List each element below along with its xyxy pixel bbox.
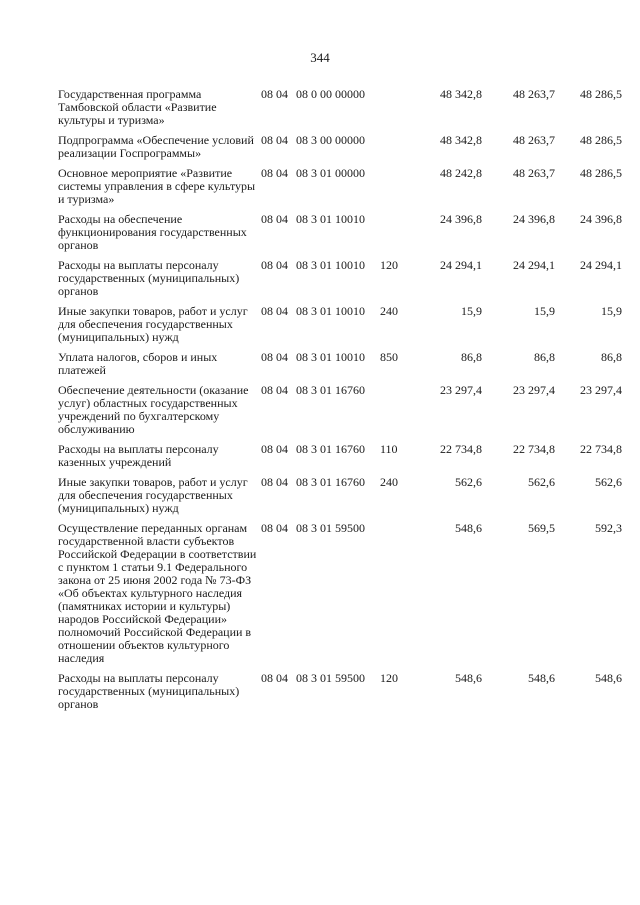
row-rz: 08 04 — [261, 521, 288, 535]
row-value-2: 48 263,7 — [513, 166, 555, 180]
row-csr: 08 3 01 16760 — [296, 475, 365, 489]
row-rz: 08 04 — [261, 166, 288, 180]
row-value-2: 48 263,7 — [513, 133, 555, 147]
row-value-1: 22 734,8 — [440, 442, 482, 456]
row-csr: 08 3 01 16760 — [296, 442, 365, 456]
row-rz: 08 04 — [261, 350, 288, 364]
row-name: Государственная программа Тамбовской области «Развитие культуры и туризма» — [58, 87, 217, 127]
table-row — [0, 134, 640, 160]
row-value-3: 592,3 — [595, 521, 622, 535]
row-value-1: 48 342,8 — [440, 87, 482, 101]
row-value-3: 24 396,8 — [580, 212, 622, 226]
table-row — [0, 167, 640, 206]
row-name: Обеспечение деятельности (оказание услуг) областных государственных учреждений по бухгалтерскому обслуживанию — [58, 383, 249, 436]
row-value-3: 48 286,5 — [580, 133, 622, 147]
row-value-2: 15,9 — [534, 304, 555, 318]
row-value-2: 24 396,8 — [513, 212, 555, 226]
row-value-3: 22 734,8 — [580, 442, 622, 456]
row-rz: 08 04 — [261, 87, 288, 101]
budget-table — [0, 88, 640, 711]
row-csr: 08 3 01 10010 — [296, 258, 365, 272]
table-row — [0, 213, 640, 252]
row-value-1: 548,6 — [455, 521, 482, 535]
row-value-3: 23 297,4 — [580, 383, 622, 397]
row-name: Расходы на выплаты персоналу государственных (муниципальных) органов — [58, 671, 240, 711]
row-csr: 08 3 01 00000 — [296, 166, 365, 180]
row-csr: 08 3 00 00000 — [296, 133, 365, 147]
row-value-2: 548,6 — [528, 671, 555, 685]
row-rz: 08 04 — [261, 212, 288, 226]
row-name: Расходы на выплаты персоналу государственных (муниципальных) органов — [58, 258, 240, 298]
row-value-3: 15,9 — [601, 304, 622, 318]
row-value-3: 548,6 — [595, 671, 622, 685]
row-vr: 110 — [380, 442, 398, 456]
row-vr: 120 — [380, 671, 398, 685]
row-vr: 240 — [380, 475, 398, 489]
table-row — [0, 443, 640, 469]
row-value-3: 48 286,5 — [580, 87, 622, 101]
row-csr: 08 3 01 10010 — [296, 212, 365, 226]
row-csr: 08 3 01 59500 — [296, 521, 365, 535]
row-vr: 120 — [380, 258, 398, 272]
row-value-3: 86,8 — [601, 350, 622, 364]
row-value-3: 562,6 — [595, 475, 622, 489]
table-row — [0, 305, 640, 344]
row-name: Осуществление переданных органам государственной власти субъектов Российской Федерации в соответствии с пунктом 1 статьи 9.1 Федерального закона от 25 июня 2002 года № 73-ФЗ «Об объектах культурного наследия (памятниках истории и культуры) народов Российской Федерации» полномочий Российской Федерации в отношении объектов культурного наследия — [58, 521, 257, 665]
table-row — [0, 259, 640, 298]
table-row — [0, 476, 640, 515]
row-value-1: 15,9 — [461, 304, 482, 318]
table-row — [0, 522, 640, 665]
row-name: Основное мероприятие «Развитие системы управления в сфере культуры и туризма» — [58, 166, 256, 206]
row-vr: 850 — [380, 350, 398, 364]
row-name: Расходы на обеспечение функционирования государственных органов — [58, 212, 247, 252]
row-value-1: 24 396,8 — [440, 212, 482, 226]
row-value-1: 548,6 — [455, 671, 482, 685]
row-value-2: 48 263,7 — [513, 87, 555, 101]
row-rz: 08 04 — [261, 442, 288, 456]
row-name: Подпрограмма «Обеспечение условий реализации Госпрограммы» — [58, 133, 254, 160]
row-name: Иные закупки товаров, работ и услуг для обеспечения государственных (муниципальных) нужд — [58, 475, 248, 515]
table-row — [0, 672, 640, 711]
row-rz: 08 04 — [261, 475, 288, 489]
row-value-1: 23 297,4 — [440, 383, 482, 397]
row-value-3: 24 294,1 — [580, 258, 622, 272]
row-value-2: 86,8 — [534, 350, 555, 364]
row-csr: 08 3 01 59500 — [296, 671, 365, 685]
table-row — [0, 351, 640, 377]
table-row — [0, 384, 640, 436]
row-csr: 08 3 01 10010 — [296, 304, 365, 318]
row-value-1: 562,6 — [455, 475, 482, 489]
row-rz: 08 04 — [261, 258, 288, 272]
row-value-3: 48 286,5 — [580, 166, 622, 180]
row-name: Иные закупки товаров, работ и услуг для обеспечения государственных (муниципальных) нужд — [58, 304, 248, 344]
row-csr: 08 0 00 00000 — [296, 87, 365, 101]
row-vr: 240 — [380, 304, 398, 318]
row-rz: 08 04 — [261, 304, 288, 318]
row-value-1: 48 242,8 — [440, 166, 482, 180]
row-value-2: 562,6 — [528, 475, 555, 489]
row-csr: 08 3 01 16760 — [296, 383, 365, 397]
row-csr: 08 3 01 10010 — [296, 350, 365, 364]
page-number: 344 — [310, 50, 330, 65]
row-name: Расходы на выплаты персоналу казенных учреждений — [58, 442, 219, 469]
row-rz: 08 04 — [261, 383, 288, 397]
row-name: Уплата налогов, сборов и иных платежей — [58, 350, 218, 377]
row-value-1: 86,8 — [461, 350, 482, 364]
row-value-1: 48 342,8 — [440, 133, 482, 147]
table-row — [0, 88, 640, 127]
row-value-2: 569,5 — [528, 521, 555, 535]
row-value-1: 24 294,1 — [440, 258, 482, 272]
row-value-2: 24 294,1 — [513, 258, 555, 272]
row-rz: 08 04 — [261, 671, 288, 685]
row-value-2: 22 734,8 — [513, 442, 555, 456]
row-value-2: 23 297,4 — [513, 383, 555, 397]
row-rz: 08 04 — [261, 133, 288, 147]
